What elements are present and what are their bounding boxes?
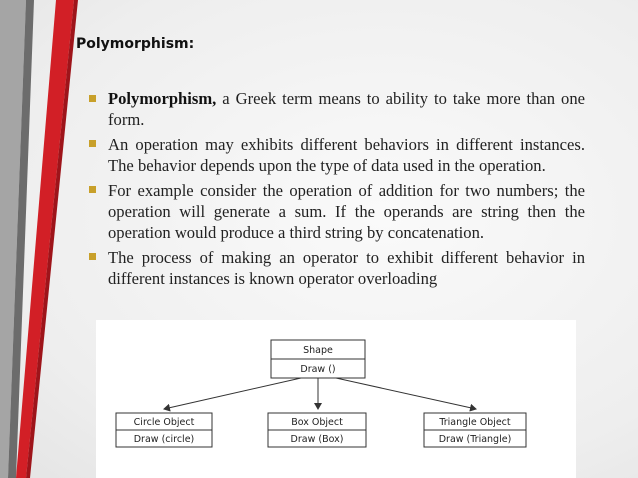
slide-title: Polymorphism: bbox=[76, 36, 195, 52]
connector-triangle bbox=[336, 378, 476, 409]
child-class-box-circle bbox=[116, 413, 212, 447]
child-class-method: Draw (Box) bbox=[290, 434, 344, 445]
bullet-item bbox=[88, 134, 585, 177]
connector-circle bbox=[164, 378, 301, 409]
child-class-method: Draw (Triangle) bbox=[438, 434, 512, 445]
parent-class-name: Shape bbox=[303, 345, 333, 356]
bullet-text: a Greek term means to ability to take more than one form. bbox=[108, 89, 585, 130]
bullet-lead: Polymorphism, bbox=[108, 89, 217, 108]
bullet-list bbox=[88, 88, 585, 293]
child-class-method: Draw (circle) bbox=[133, 434, 195, 445]
class-diagram bbox=[96, 320, 576, 478]
bullet-item bbox=[88, 88, 585, 131]
class-diagram-svg bbox=[96, 320, 576, 478]
child-class-box-triangle bbox=[424, 413, 526, 447]
bullet-text: An operation may exhibits different behaviors in different instances. The behavior depends upon the type of data used in the operation. bbox=[108, 134, 585, 176]
child-class-name: Circle Object bbox=[133, 417, 195, 428]
child-class-name: Box Object bbox=[291, 417, 343, 428]
bullet-item bbox=[88, 247, 585, 290]
decorative-stripes bbox=[0, 0, 80, 478]
parent-class-method: Draw () bbox=[300, 364, 336, 375]
bullet-text: For example consider the operation of addition for two numbers; the operation will generate a sum. If the operands are string then the operation would produce a third string by concatenation. bbox=[108, 180, 585, 243]
bullet-item bbox=[88, 180, 585, 244]
child-class-box-box bbox=[268, 413, 366, 447]
child-class-name: Triangle Object bbox=[439, 417, 511, 428]
bullet-text: The process of making an operator to exhibit different behavior in different instances is known operator overloading bbox=[108, 247, 585, 289]
parent-class-box bbox=[271, 340, 365, 378]
